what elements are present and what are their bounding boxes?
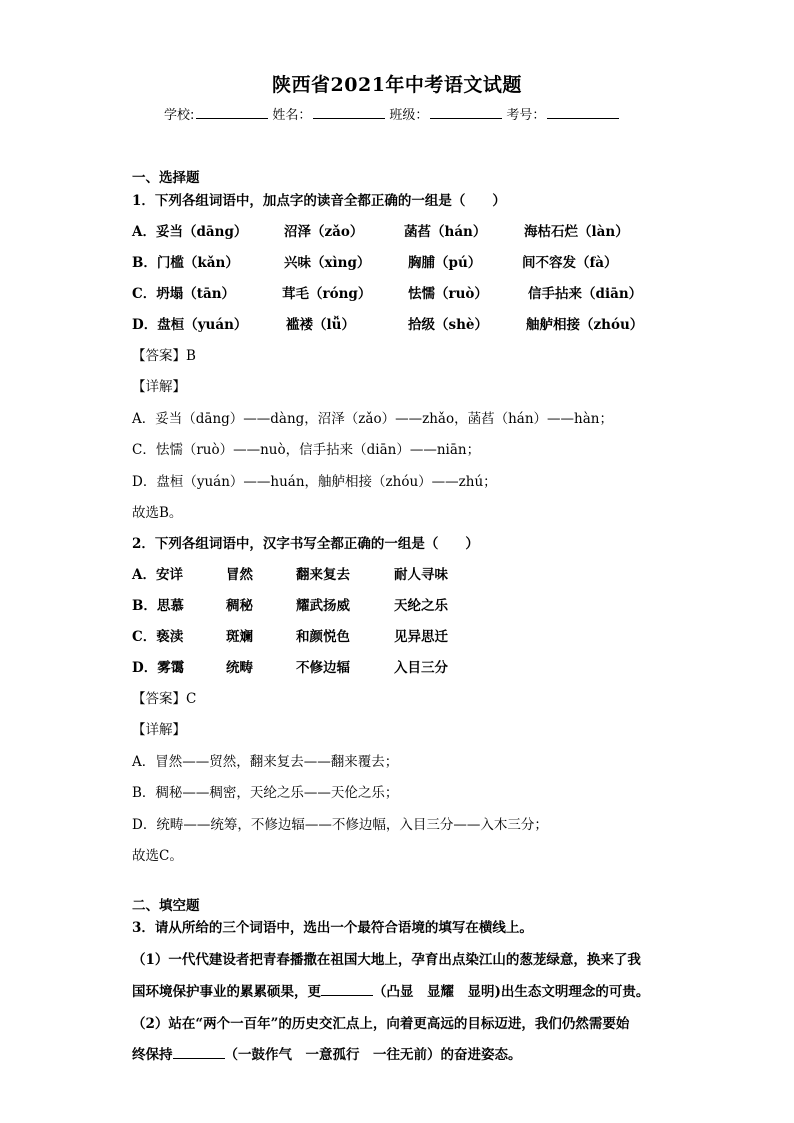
q3-part2-line1: （2）站在“两个一百年”的历史交汇点上，向着更高远的目标迈进，我们仍然需要始	[132, 1016, 630, 1032]
page-title: 陕西省2021年中考语文试题	[272, 74, 522, 96]
name-blank[interactable]	[313, 106, 385, 119]
q2-conclusion: 故选C。	[132, 848, 183, 864]
student-info-row	[164, 104, 623, 123]
number-label: 考号：	[506, 108, 546, 123]
q1-stem: 1．下列各组词语中，加点字的读音全都正确的一组是（ ）	[132, 193, 506, 209]
class-label: 班级：	[389, 108, 429, 123]
exam-page: 陕西省2021年中考语文试题 学校: 姓名： 班级： 考号： 一、选择题 1．下列各组词语中，加点字的读音全都正确的一组是（ ） A．妥当（dāng） 沼泽（zǎo） 菡萏（hán） 海枯石烂（làn） B．门槛（kǎn） 兴味（xìng） 胸脯（pú） 间不容发（fà） C．坍塌（tān） 茸毛（róng） 怯懦（ruò） 信手拈来（diān） D．盘桓（yuán） 褴褛（lǚ） 拾级（shè） 舳舻相接（zhóu） 【答案】B 【详解】 A．妥当（dāng）——dàng，沼泽（zǎo）——zhǎo，菡萏（hán）——hàn； C．怯懦（ruò）——nuò，信手拈来（diān）——niān； D．盘桓（yuán）——huán，舳舻相接（zhóu）——zhú； 故选B。 2．下列各组词语中，汉字书写全都正确的一组是（ ） A．安详 冒然 翻来复去 耐人寻味 B．思慕 稠秘 耀武扬威 天纶之乐 C．亵渎 斑斓 和颜悦色 见异思迁 D．雾霭 统畴 不修边辐 入目三分 【答案】C 【详解】 A．冒然——贸然，翻来复去——翻来覆去； B．稠秘——稠密，天纶之乐——天伦之乐； D．统畴——统筹，不修边辐——不修边幅，入目三分——入木三分； 故选C。 二、填空题 3．请从所给的三个词语中，选出一个最符合语境的填写在横线上。 （1）一代代建设者把青春播撒在祖国大地上，孕育出点染江山的葱茏绿意，换来了我 国环境保护事业的累累硕果，更 （凸显 显耀 显明)出生态文明理念的可贵。 （2）站在“两个一百年”的历史交汇点上，向着更高远的目标迈进，我们仍然需要始 终保持 （一鼓作气 一意孤行 一往无前）的奋进姿态。	[0, 0, 794, 1123]
section-choice-heading: 一、选择题	[132, 170, 200, 186]
q1-conclusion: 故选B。	[132, 505, 183, 521]
q1-detail-c: C．怯懦（ruò）——nuò，信手拈来（diān）——niān；	[132, 442, 481, 458]
q3-part1-line1: （1）一代代建设者把青春播撒在祖国大地上，孕育出点染江山的葱茏绿意，换来了我	[132, 952, 641, 968]
q2-detail-d: D．统畴——统筹，不修边辐——不修边幅，入目三分——入木三分；	[132, 817, 548, 833]
q1-answer: 【答案】B	[132, 348, 196, 364]
class-blank[interactable]	[430, 106, 502, 119]
q3-part1-line2: 国环境保护事业的累累硕果，更 （凸显 显耀 显明)出生态文明理念的可贵。	[132, 984, 650, 1000]
q3-part2-blank[interactable]	[173, 1045, 225, 1059]
q1-detail-label: 【详解】	[132, 379, 186, 395]
number-blank[interactable]	[547, 106, 619, 119]
q2-detail-b: B．稠秘——稠密，天纶之乐——天伦之乐；	[132, 785, 399, 801]
q1-detail-d: D．盘桓（yuán）——huán，舳舻相接（zhóu）——zhú；	[132, 474, 497, 490]
q3-part1-blank[interactable]	[321, 982, 373, 996]
q2-answer: 【答案】C	[132, 691, 197, 707]
q3-part2-line2: 终保持 （一鼓作气 一意孤行 一往无前）的奋进姿态。	[132, 1047, 522, 1063]
section-fill-heading: 二、填空题	[132, 898, 200, 914]
school-blank[interactable]	[196, 106, 268, 119]
q2-stem: 2．下列各组词语中，汉字书写全都正确的一组是（ ）	[132, 536, 479, 552]
q2-detail-label: 【详解】	[132, 722, 186, 738]
name-label: 姓名：	[272, 108, 312, 123]
q2-detail-a: A．冒然——贸然，翻来复去——翻来覆去；	[132, 754, 399, 770]
q3-stem: 3．请从所给的三个词语中，选出一个最符合语境的填写在横线上。	[132, 920, 533, 936]
q1-detail-a: A．妥当（dāng）——dàng，沼泽（zǎo）——zhǎo，菡萏（hán）——hàn；	[132, 411, 613, 427]
school-label: 学校:	[164, 108, 195, 123]
